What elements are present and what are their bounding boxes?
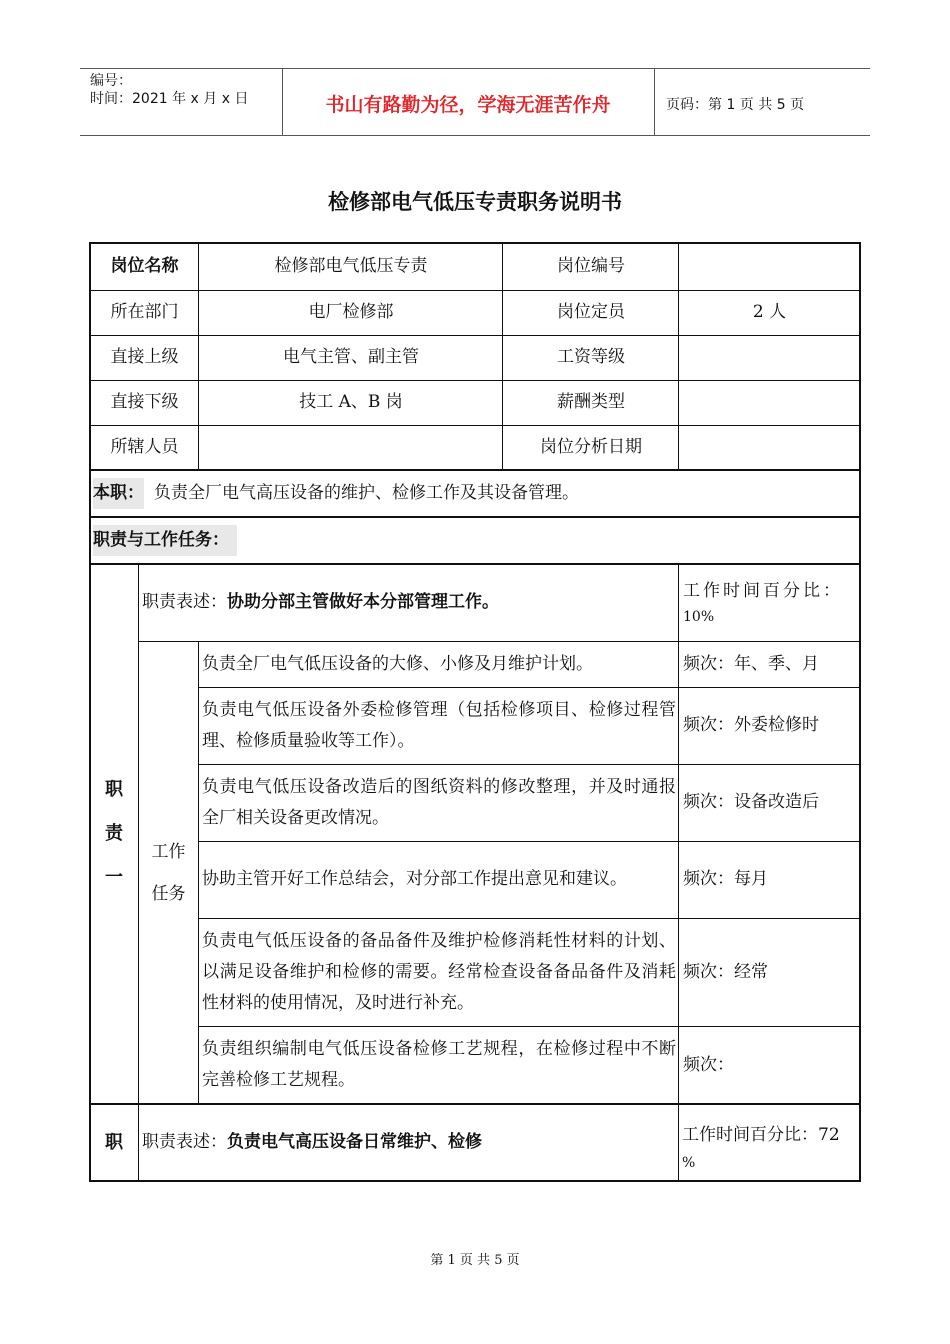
table-rule <box>198 243 199 470</box>
info-value: 技工 A、B 岗 <box>299 392 403 412</box>
duty2-desc-prefix: 职责表述： <box>142 1132 227 1152</box>
task-text: 负责电气低压设备改造后的图纸资料的修改整理，并及时通报全厂相关设备更改情况。 <box>202 776 676 828</box>
duty2-side-label: 职 <box>105 1132 123 1153</box>
duty1-side-char: 一 <box>105 867 123 888</box>
table-rule <box>199 1026 860 1027</box>
main-duty-label: 本职： <box>93 478 144 509</box>
task-frequency: 频次：年、季、月 <box>683 653 819 674</box>
info-label: 岗位分析日期 <box>540 437 642 457</box>
info-label: 岗位名称 <box>110 256 179 276</box>
duty2-description <box>138 1104 679 1181</box>
task-text: 负责电气低压设备外委检修管理（包括检修项目、检修过程管理、检修质量验收等工作）。 <box>202 699 676 751</box>
info-value <box>679 335 860 380</box>
info-value: 电气主管、副主管 <box>283 347 419 367</box>
duty2-percent-label: 工作时间百分比：72 <box>682 1125 840 1145</box>
duties-header-row <box>90 517 860 564</box>
info-label: 所辖人员 <box>110 437 179 457</box>
table-rule <box>90 1103 860 1105</box>
info-value: 2 人 <box>752 302 787 322</box>
page-footer: 第 1 页 共 5 页 <box>430 1253 520 1268</box>
table-rule <box>90 563 860 565</box>
table-rule <box>199 687 860 688</box>
task-frequency: 频次：每月 <box>683 869 768 889</box>
task-frequency: 频次： <box>683 1054 734 1075</box>
duty2-desc: 负责电气高压设备日常维护、检修 <box>227 1132 482 1152</box>
header-divider <box>654 68 655 136</box>
duty1-desc: 协助分部主管做好本分部管理工作。 <box>227 592 499 612</box>
header-top-rule <box>80 68 870 69</box>
task-text: 负责电气低压设备的备品备件及维护检修消耗性材料的计划、以满足设备维护和检修的需要。经常检查设备备品备件及消耗性材料的使用情况，及时进行补充。 <box>202 930 676 1013</box>
table-rule <box>138 641 860 642</box>
duty1-task-label <box>138 641 199 1104</box>
duties-header: 职责与工作任务： <box>93 525 237 556</box>
document-title: 检修部电气低压专责职务说明书 <box>328 190 622 214</box>
duty1-percent-label: 工作时间百分比： <box>683 581 843 601</box>
duty1-description <box>138 564 679 641</box>
info-label: 所在部门 <box>110 302 179 322</box>
task-frequency: 频次：经常 <box>683 961 768 982</box>
info-value <box>679 425 860 470</box>
table-border <box>89 242 861 244</box>
table-rule <box>678 243 679 470</box>
duty2-percent-value: % <box>682 1155 696 1171</box>
table-rule <box>90 290 860 291</box>
main-duty-text: 负责全厂电气高压设备的维护、检修工作及其设备管理。 <box>154 483 579 503</box>
info-value <box>679 380 860 425</box>
main-duty-row <box>90 470 860 517</box>
table-rule <box>198 641 199 1104</box>
task-text: 协助主管开好工作总结会，对分部工作提出意见和建议。 <box>202 869 627 889</box>
task-text: 负责组织编制电气低压设备检修工艺规程，在检修过程中不断完善检修工艺规程。 <box>202 1039 676 1090</box>
info-value <box>679 243 860 290</box>
table-border <box>89 1180 861 1182</box>
task-frequency: 频次：设备改造后 <box>683 792 819 812</box>
task-frequency: 频次：外委检修时 <box>683 715 819 735</box>
task-label-line: 工作 <box>151 841 186 862</box>
info-value: 电厂检修部 <box>308 302 394 322</box>
duty1-side-char: 职 <box>105 779 123 800</box>
table-rule <box>199 918 860 919</box>
duty1-percent <box>679 564 860 641</box>
info-label: 岗位定员 <box>557 302 625 322</box>
task-label-line: 任务 <box>151 883 186 904</box>
header-motto: 书山有路勤为径，学海无涯苦作舟 <box>325 94 611 116</box>
table-rule <box>90 469 860 471</box>
table-rule <box>678 564 679 1181</box>
table-rule <box>199 764 860 765</box>
number-label: 编号： <box>90 73 132 89</box>
time-label: 时间：2021 年 x 月 x 日 <box>90 91 249 107</box>
table-border <box>89 242 91 1182</box>
header-bottom-rule <box>80 135 870 136</box>
info-label: 直接下级 <box>110 392 179 412</box>
info-label: 岗位编号 <box>557 256 625 276</box>
table-rule <box>199 841 860 842</box>
duty1-desc-prefix: 职责表述： <box>142 592 227 612</box>
duty1-percent-value: 10% <box>683 609 715 625</box>
table-rule <box>138 564 139 1181</box>
duty1-side-char: 责 <box>105 823 123 844</box>
info-value <box>199 425 503 470</box>
table-border <box>859 242 861 1182</box>
info-label: 薪酬类型 <box>557 392 625 412</box>
table-rule <box>90 516 860 518</box>
duty2-percent <box>679 1104 860 1181</box>
info-label: 工资等级 <box>557 347 625 367</box>
table-rule <box>90 335 860 336</box>
task-text: 负责全厂电气低压设备的大修、小修及月维护计划。 <box>202 653 593 674</box>
table-rule <box>90 425 860 426</box>
header-left <box>90 72 248 108</box>
header-page-info: 页码：第 1 页 共 5 页 <box>666 97 805 113</box>
info-label: 直接上级 <box>110 347 179 367</box>
table-rule <box>502 243 503 470</box>
duty1-side-label <box>90 564 138 1104</box>
info-value: 检修部电气低压专责 <box>274 256 428 276</box>
table-rule <box>90 380 860 381</box>
